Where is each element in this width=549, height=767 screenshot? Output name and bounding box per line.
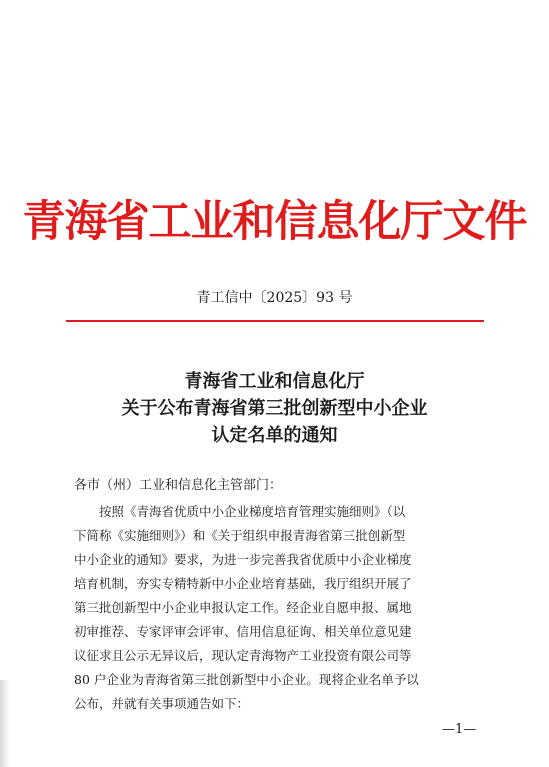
title-line: 关于公布青海省第三批创新型中小企业 — [121, 398, 428, 419]
red-divider-line — [66, 320, 484, 322]
salutation: 各市（州）工业和信息化主管部门： — [74, 478, 283, 493]
body-line: 按照《青海省优质中小企业梯度培育管理实施细则》（以 — [99, 504, 406, 519]
body-line: 下简称《实施细则》）和《关于组织申报青海省第三批创新型 — [74, 528, 406, 543]
body-line: 初审推荐、专家评审会评审、信用信息征询、相关单位意见建 — [74, 624, 412, 639]
masthead: 青海省工业和信息化厅文件 — [22, 197, 527, 247]
body-line: 培育机制，夯实专精特新中小企业培育基础，我厅组织开展了 — [74, 576, 412, 591]
body-line: 第三批创新型中小企业申报认定工作。经企业自愿申报、属地 — [74, 600, 412, 615]
page-number: —1— — [442, 722, 477, 737]
body-text — [74, 500, 490, 716]
page-edge-shadow — [0, 680, 10, 767]
body-line: 议征求且公示无异议后，现认定青海物产工业投资有限公司等 — [74, 648, 412, 663]
body-line: 中小企业的通知》要求，为进一步完善我省优质中小企业梯度 — [74, 552, 412, 567]
document-title — [0, 368, 549, 449]
body-line: 80 户企业为青海省第三批创新型中小企业。现将企业名单予以 — [74, 672, 419, 687]
body-line: 公布，并就有关事项通告如下： — [74, 696, 250, 711]
title-line: 青海省工业和信息化厅 — [184, 371, 365, 392]
document-number: 青工信中〔2025〕93 号 — [196, 290, 353, 306]
title-line: 认定名单的通知 — [211, 425, 338, 446]
